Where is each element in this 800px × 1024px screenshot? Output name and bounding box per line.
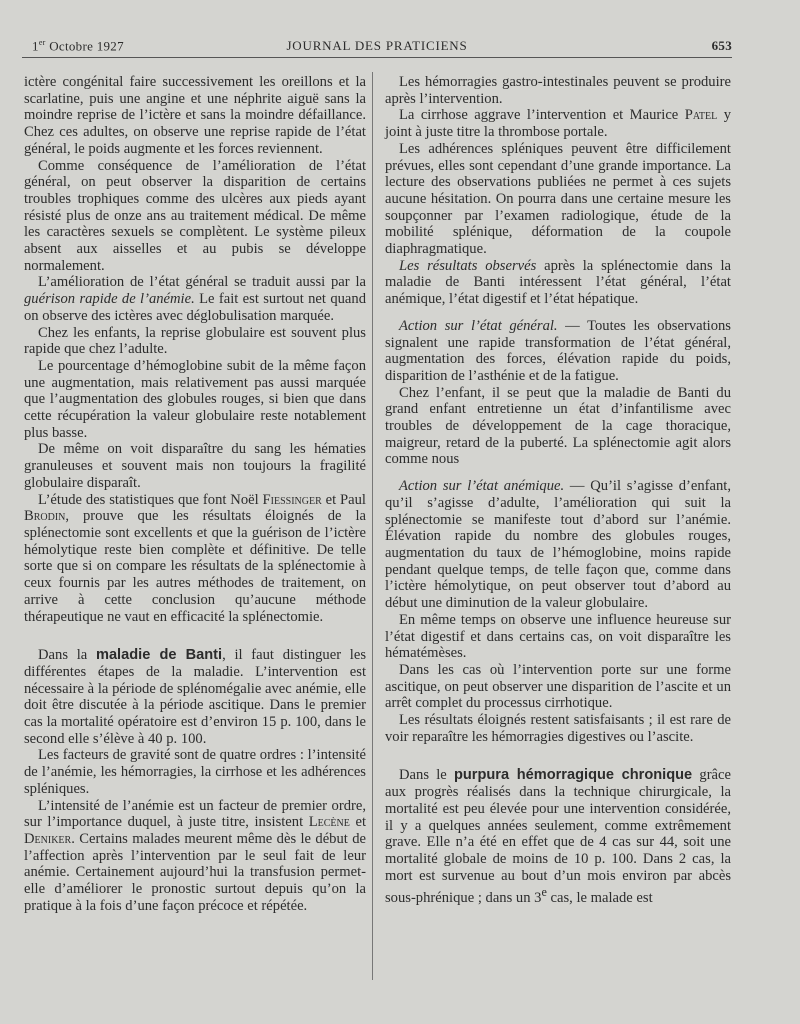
text-run: et Paul xyxy=(321,491,366,508)
paragraph: Les résultats éloignés restent satisfaisants ; il est rare de voir reparaître les hémorragies digestives ou l’ascite. xyxy=(385,712,731,745)
paragraph xyxy=(385,107,731,140)
header-rule xyxy=(22,57,732,58)
paragraph: Les adhérences spléniques peuvent être difficilement prévues, elles sont cependant d’une grande importance. La lecture des observations publiées ne permet à ces sujets aucune hésitation. On pourra dans une certaine mesure les soupçonner par l’examen radiologique, étude de la mobilité splénique, déformation de la coupole diaphragmatique. xyxy=(385,140,731,258)
section-heading: maladie de Banti xyxy=(95,647,223,664)
date-day: 1 xyxy=(32,38,39,54)
text-run: L’amélioration de l’état général se traduit aussi par la xyxy=(38,274,366,291)
ordinal-suffix: e xyxy=(541,885,547,900)
paragraph xyxy=(24,647,366,747)
paragraph: Les hémorragies gastro-intestinales peuvent se produire après l’intervention. xyxy=(385,74,731,107)
author-name: Deniker xyxy=(24,830,72,847)
text-run: y joint à juste titre la thrombose portale. xyxy=(385,107,731,141)
paragraph: Les facteurs de gravité sont de quatre ordres : l’intensité de l’anémie, les hémorragies, la cirrhose et les adhérences spléniques. xyxy=(24,747,366,797)
paragraph xyxy=(385,258,731,308)
paragraph: Chez l’enfant, il se peut que la maladie de Banti du grand enfant entretienne un état d’infantilisme avec troubles de développement de la cage thoracique, maigreur, retard de la puberté. La splénectomie agit alors comme nous xyxy=(385,384,731,468)
left-column xyxy=(24,74,366,914)
paragraph xyxy=(24,274,366,324)
paragraph: De même on voit disparaître du sang les hématies granuleuses et souvent mais non toujours la fragilité globulaire disparaît. xyxy=(24,441,366,491)
italic-text: Les résultats observés xyxy=(399,257,537,274)
italic-text: Action sur l’état anémique. xyxy=(399,478,565,495)
paragraph xyxy=(24,798,366,915)
page-number: 653 xyxy=(711,38,732,53)
paragraph xyxy=(24,492,366,626)
paragraph: Le pourcentage d’hémoglobine subit de la même façon une augmentation, mais relativement pas aussi marquée que l’augmentation des globules rouges, si bien que dans cette récupération la valeur globulaire reste notablement plus basse. xyxy=(24,357,366,441)
paragraph xyxy=(385,478,731,612)
column-divider xyxy=(372,72,373,980)
paragraph xyxy=(385,767,731,906)
running-header xyxy=(22,34,732,56)
italic-text: Action sur l’état général. xyxy=(399,317,558,334)
text-run: La cirrhose aggrave l’intervention et Maurice xyxy=(399,107,685,124)
text-run: L’intensité de l’anémie est un facteur de premier ordre, sur l’importance duquel, à juste titre, insistent xyxy=(24,797,366,831)
author-name: Fiessinger xyxy=(262,491,322,508)
author-name: Lecène xyxy=(308,814,350,831)
text-run: et xyxy=(349,814,366,831)
paragraph: En même temps on observe une influence heureuse sur l’état digestif et dans certains cas, on voit disparaître les hématémèses. xyxy=(385,611,731,662)
paragraph: Dans les cas où l’intervention porte sur une forme ascitique, on peut observer une disparition de l’ascite et un arrêt complet du processus cirrhotique. xyxy=(385,661,731,712)
section-heading: purpura hémorragique chronique xyxy=(453,767,693,784)
paragraph xyxy=(385,318,731,385)
text-run: L’étude des statistiques que font Noël xyxy=(38,491,263,508)
text-run: Dans le xyxy=(399,767,454,784)
author-name: Patel xyxy=(684,107,718,124)
text-run: après la splénectomie dans la maladie de Banti intéressent l’état général, l’état anémique, l’état digestif et l’état hépatique. xyxy=(385,257,731,308)
journal-title: JOURNAL DES PRATICIENS xyxy=(286,38,468,53)
text-run: cas, le malade est xyxy=(546,890,653,907)
paragraph: Chez les enfants, la reprise globulaire est souvent plus rapide que chez l’adulte. xyxy=(24,324,366,358)
text-run: Le fait est surtout net quand on observe des ictères avec déglobulisation marquée. xyxy=(24,291,366,324)
text-run: grâce aux progrès réalisés dans la technique chirurgicale, la mortalité est peu élevée pour une intervention considérée, il y a quelques années seulement, comme extrêmement grave. Elle n’a été en effet que de 4 cas sur 44, soit une mortalité globale de moins de 10 p. 100. Dans 2 cas, la mort est survenue au bout d’un mois environ par abcès sous-phrénique ; dans un 3 xyxy=(385,767,731,907)
right-column xyxy=(385,74,731,907)
text-run: — Qu’il s’agisse d’enfant, qu’il s’agisse d’adulte, l’amélioration qui suit la splénectomie se manifeste tout d’abord sur l’anémie. Élévation rapide du nombre des globules rouges, augmentation du taux de l’hémoglobine, moins rapide pendant quelque temps, de telle façon que, comme dans l’ictère hémolytique, on peut observer tout d’abord au début une diminution de la valeur globulaire. xyxy=(385,478,731,612)
text-run: , il faut distinguer les différentes étapes de la maladie. L’intervention est nécessaire à la période de splénomégalie avec anémie, elle doit être discutée à la période ascitique. Dans le premier cas la mortalité opératoire est d’environ 15 p. 100, dans le second elle s’élève à 40 p. 100. xyxy=(24,647,366,747)
paragraph: Comme conséquence de l’amélioration de l’état général, on peut observer la disparition de certains troubles trophiques comme des ulcères aux pieds ayant résisté plus de onze ans au traitement médical. De même les caractères sexuels se complètent. Le système pileux absent aux aisselles et au pubis se développe normalement. xyxy=(24,157,366,274)
paragraph: ictère congénital faire successivement les oreillons et la scarlatine, puis une angine et une néphrite aiguë sans la moindre reprise de l’ictère et sans la moindre défaillance. Chez ces adultes, on observe une reprise rapide de l’état général, le poids augmente et les forces reviennent. xyxy=(24,74,366,157)
text-run: Dans la xyxy=(38,647,96,664)
italic-text: guérison rapide de l’anémie. xyxy=(24,291,195,308)
text-run: — Toutes les observations signalent une rapide transformation de l’état général, augmentation des forces, élévation rapide du poids, disparition de l’asthénie et de la fatigue. xyxy=(385,317,731,384)
date-ordinal: er xyxy=(38,38,46,47)
text-run: . Certains malades meurent même dès le début de l’affection après l’intervention par le seul fait de leur anémie. Certainement aujourd’hui la transfusion permet-elle d’améliorer le pronostic surtout depuis qu’on la pratique à la fois d’une façon précoce et répétée. xyxy=(24,830,366,914)
date-month-year: Octobre 1927 xyxy=(45,38,124,54)
author-name: Brodin xyxy=(24,508,66,525)
text-run: , prouve que les résultats éloignés de la splénectomie sont excellents et que la guérison de l’ictère hémolytique reste bien complète et définitive. De telle sorte que si on compare les résultats de la splénectomie à ceux fournis par les autres méthodes de traitement, on arrive à cette conclusion qu’aucune méthode thérapeutique ne vaut en efficacité la splénectomie. xyxy=(24,508,366,625)
